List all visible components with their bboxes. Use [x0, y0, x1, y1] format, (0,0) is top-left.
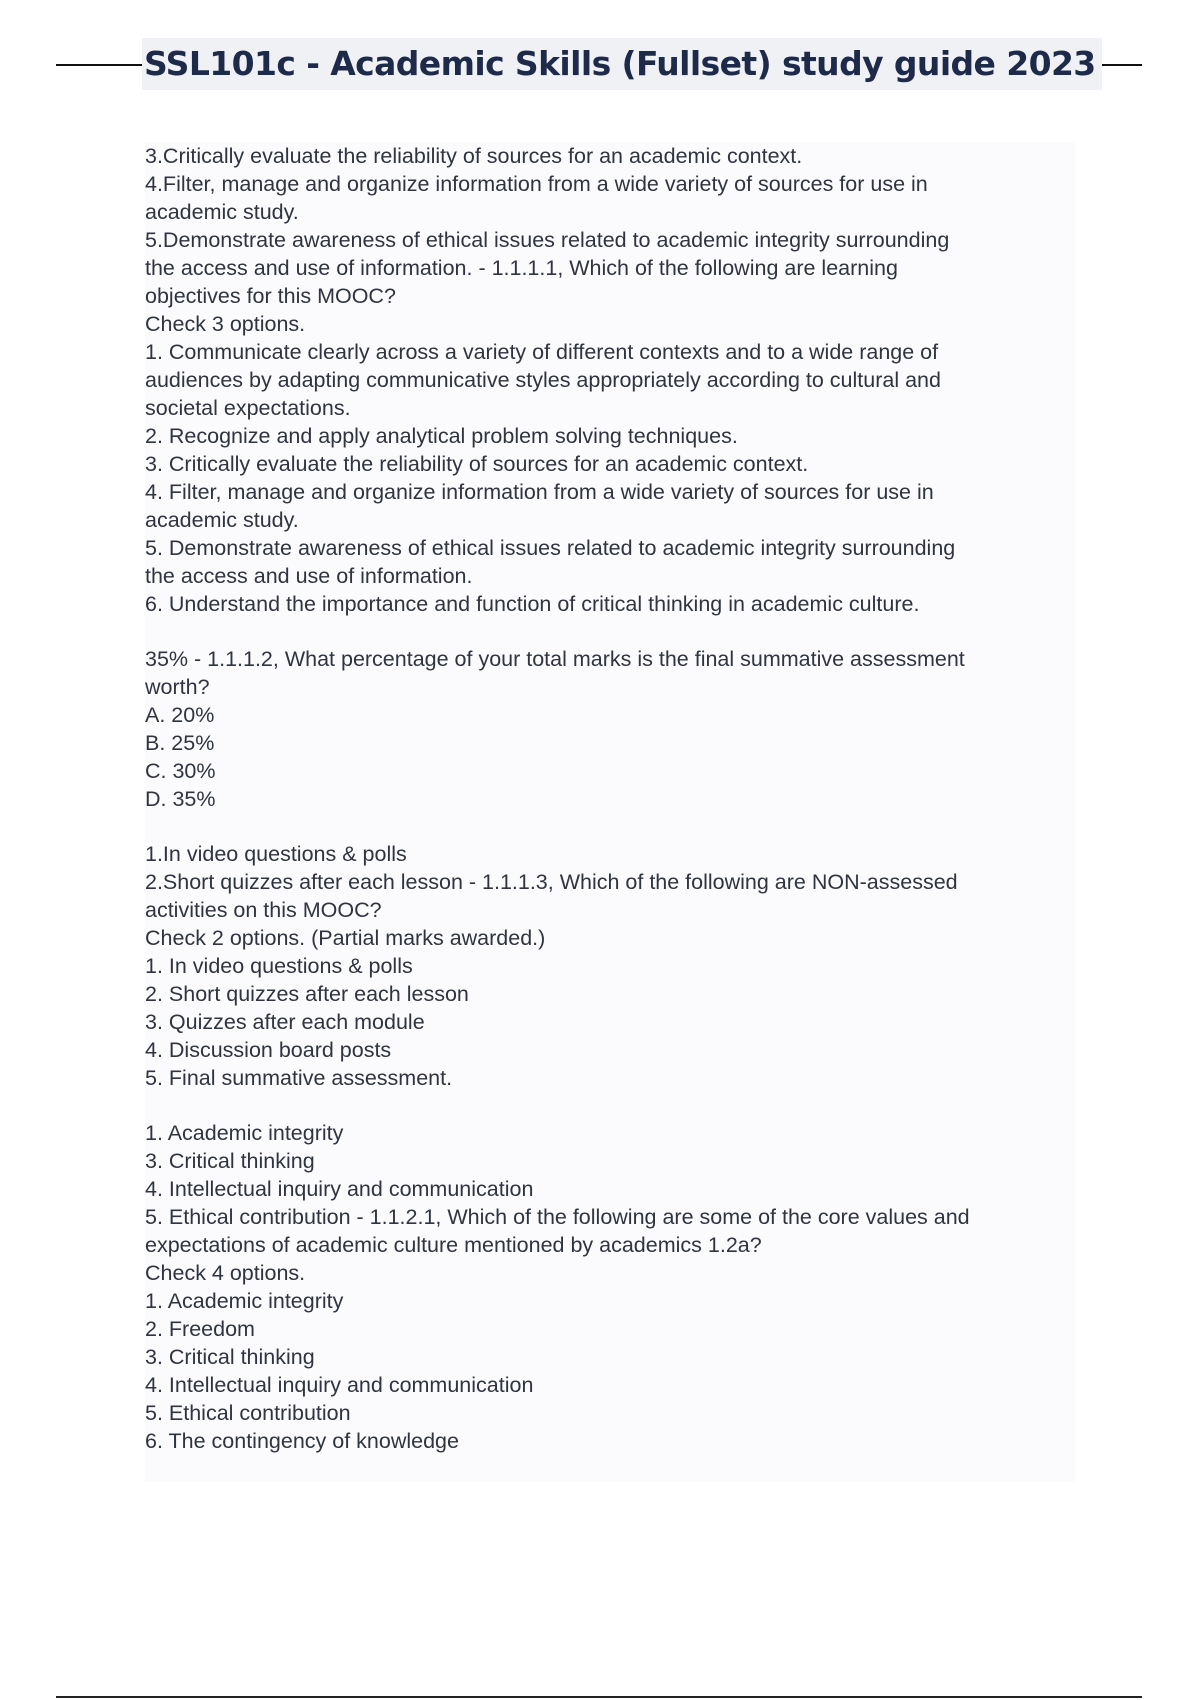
question-block-learning-objectives	[145, 142, 1075, 618]
text-line: academic study.	[145, 508, 299, 532]
text-line: Check 2 options. (Partial marks awarded.)	[145, 926, 546, 950]
text-line: C. 30%	[145, 759, 216, 783]
text-line: 4. Discussion board posts	[145, 1038, 392, 1062]
text-line: worth?	[145, 675, 210, 699]
text-line: 5. Ethical contribution - 1.1.2.1, Which of the following are some of the core values and	[145, 1205, 970, 1229]
text-line: Check 3 options.	[145, 312, 306, 336]
text-line: audiences by adapting communicative styles appropriately according to cultural and	[145, 368, 941, 392]
question-block-non-assessed	[145, 840, 1075, 1092]
text-line: 1.In video questions & polls	[145, 842, 407, 866]
text-line: objectives for this MOOC?	[145, 284, 396, 308]
header-rule-left	[56, 64, 142, 66]
footer-rule	[56, 1696, 1142, 1698]
text-line: B. 25%	[145, 731, 215, 755]
text-line: activities on this MOOC?	[145, 898, 382, 922]
text-line: 2. Short quizzes after each lesson	[145, 982, 469, 1006]
text-line: 5. Final summative assessment.	[145, 1066, 453, 1090]
text-line: 1. Academic integrity	[145, 1289, 344, 1313]
text-line: 5.Demonstrate awareness of ethical issues related to academic integrity surrounding	[145, 228, 950, 252]
text-line: the access and use of information. - 1.1.1.1, Which of the following are learning	[145, 256, 898, 280]
text-line: 3. Critical thinking	[145, 1149, 315, 1173]
text-line: 2. Recognize and apply analytical problem solving techniques.	[145, 424, 738, 448]
text-line: 2. Freedom	[145, 1317, 255, 1341]
text-line: 4.Filter, manage and organize information from a wide variety of sources for use in	[145, 172, 928, 196]
text-line: Check 4 options.	[145, 1261, 306, 1285]
text-line: expectations of academic culture mentioned by academics 1.2a?	[145, 1233, 762, 1257]
text-line: 6. Understand the importance and function of critical thinking in academic culture.	[145, 592, 920, 616]
text-line: academic study.	[145, 200, 299, 224]
text-line: 5. Ethical contribution	[145, 1401, 351, 1425]
text-line: 1. Academic integrity	[145, 1121, 344, 1145]
document-body	[145, 142, 1075, 1482]
text-line: D. 35%	[145, 787, 216, 811]
text-line: 3. Critically evaluate the reliability of sources for an academic context.	[145, 452, 809, 476]
text-line: 4. Filter, manage and organize information from a wide variety of sources for use in	[145, 480, 934, 504]
text-line: 6. The contingency of knowledge	[145, 1429, 459, 1453]
text-line: A. 20%	[145, 703, 215, 727]
text-line: 3. Critical thinking	[145, 1345, 315, 1369]
text-line: 3.Critically evaluate the reliability of sources for an academic context.	[145, 144, 803, 168]
text-line: 4. Intellectual inquiry and communication	[145, 1373, 534, 1397]
document-header	[56, 38, 1142, 90]
document-title: SSL101c - Academic Skills (Fullset) study guide 2023	[144, 44, 1096, 83]
text-line: 5. Demonstrate awareness of ethical issues related to academic integrity surrounding	[145, 536, 956, 560]
question-block-core-values	[145, 1119, 1075, 1455]
text-line: the access and use of information.	[145, 564, 473, 588]
text-line: 3. Quizzes after each module	[145, 1010, 425, 1034]
header-rule-right	[1102, 64, 1142, 66]
text-line: 1. In video questions & polls	[145, 954, 413, 978]
question-block-final-assessment	[145, 645, 1075, 813]
text-line: 1. Communicate clearly across a variety of different contexts and to a wide range of	[145, 340, 939, 364]
text-line: 2.Short quizzes after each lesson - 1.1.1.3, Which of the following are NON-assessed	[145, 870, 958, 894]
text-line: 35% - 1.1.1.2, What percentage of your total marks is the final summative assessment	[145, 647, 965, 671]
text-line: 4. Intellectual inquiry and communication	[145, 1177, 534, 1201]
text-line: societal expectations.	[145, 396, 351, 420]
